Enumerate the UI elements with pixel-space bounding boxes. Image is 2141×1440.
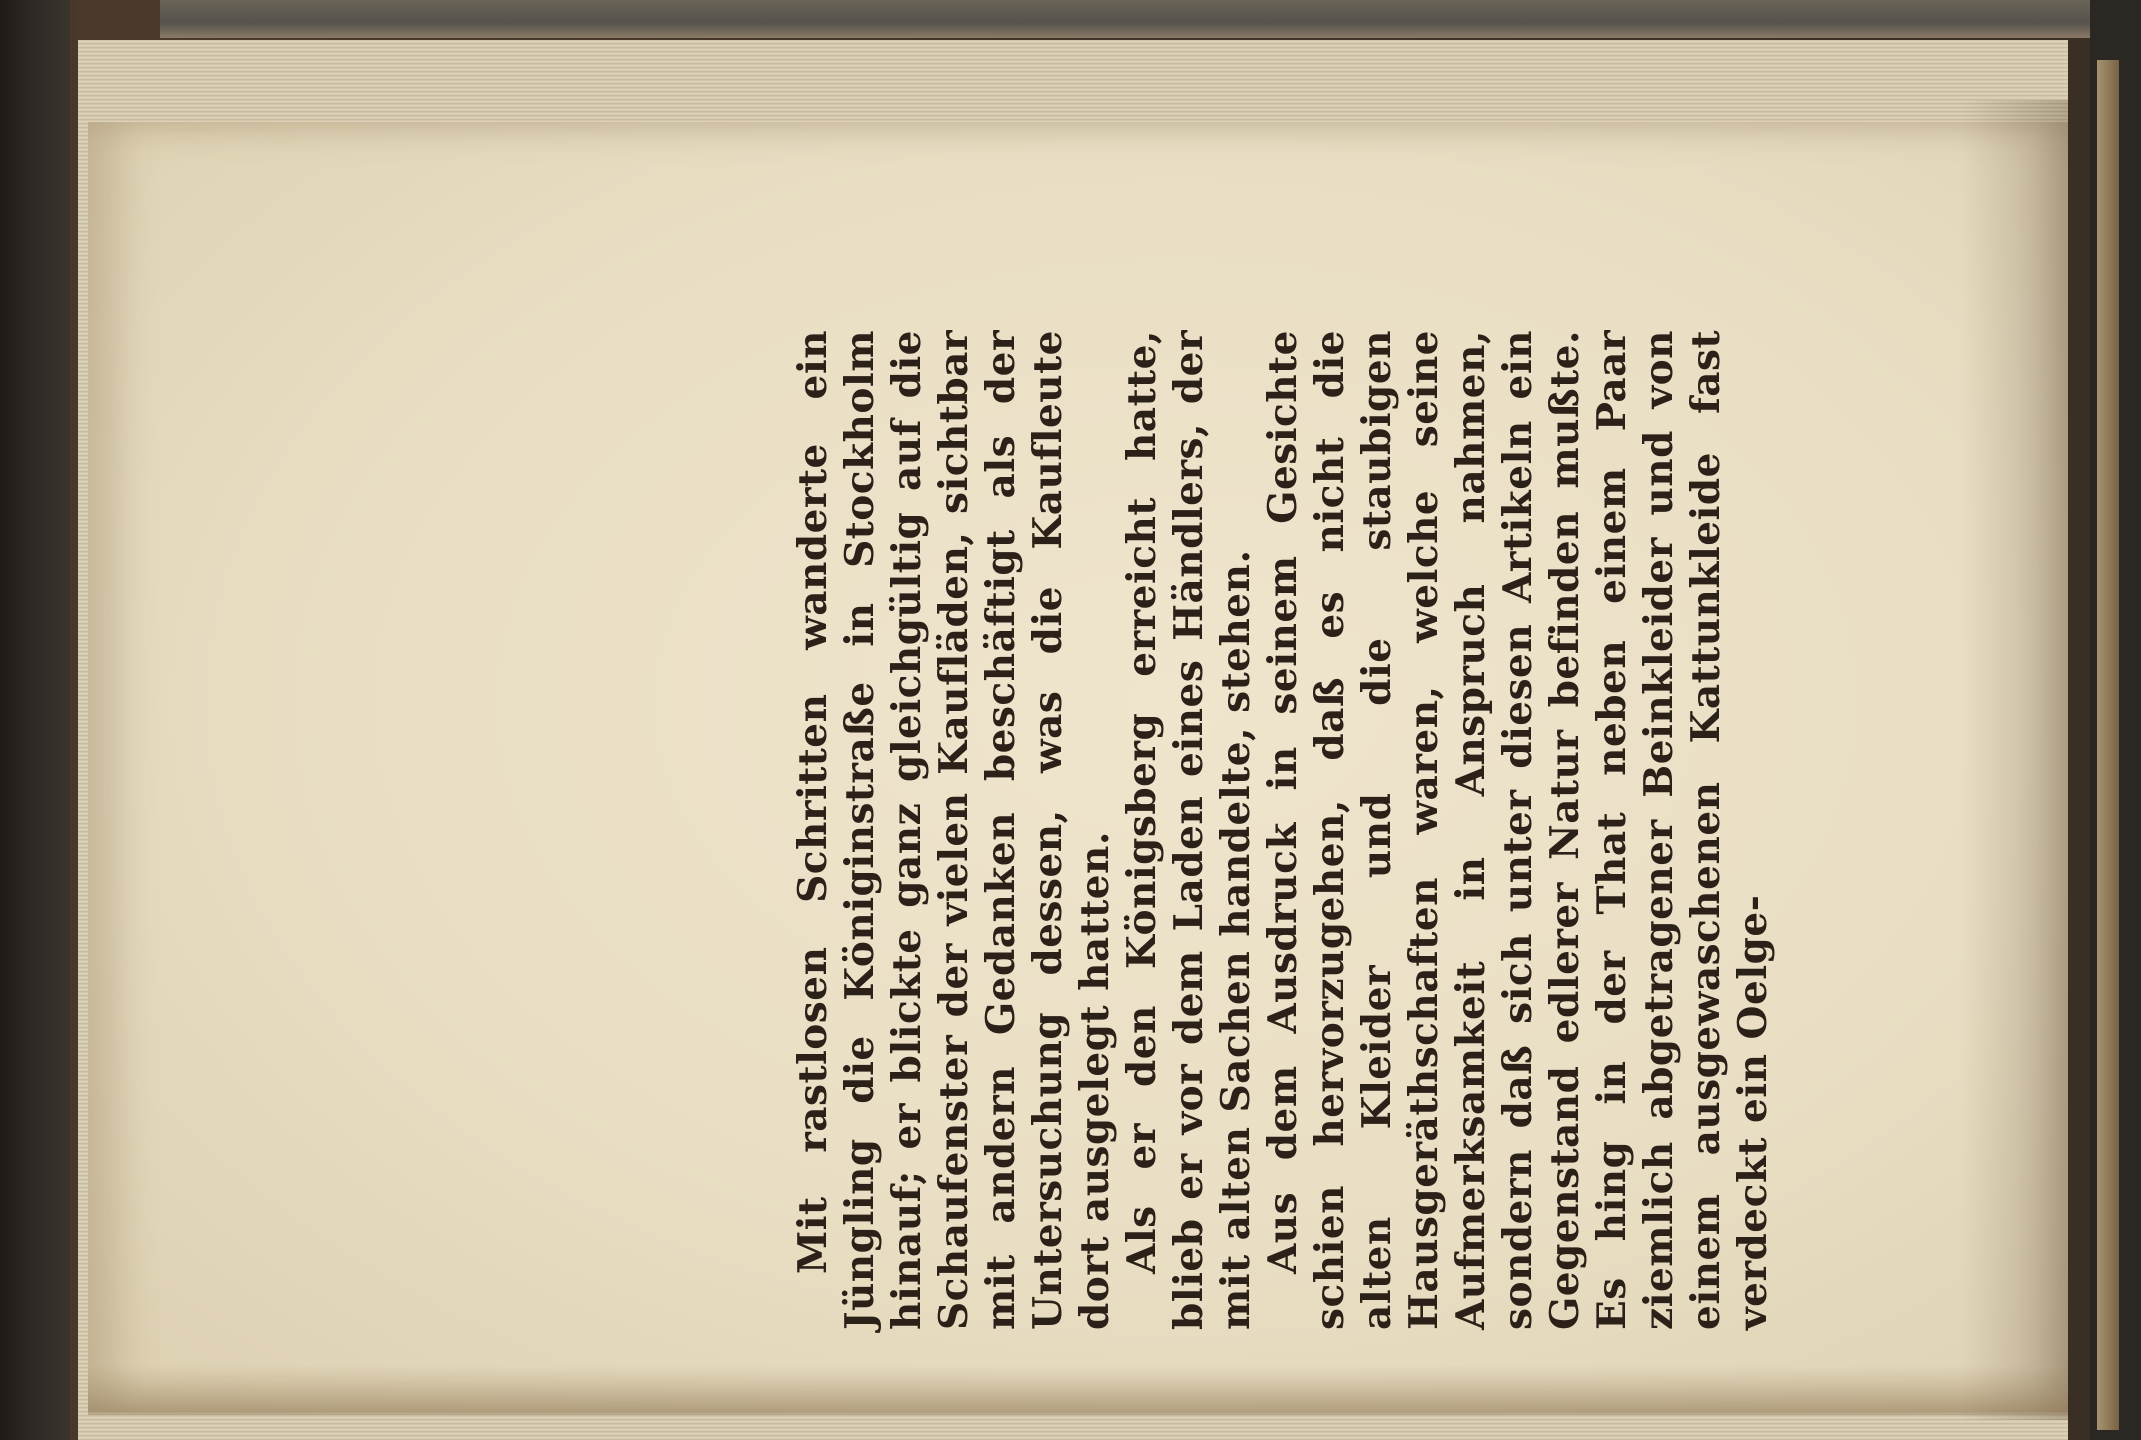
- page-edge: [2097, 60, 2119, 1430]
- fold-shadow: [88, 1365, 2068, 1415]
- paragraph-1: Mit rastlosen Schritten wanderte ein Jüngling die Königinstraße in Stockholm hinauf; er blickte ganz gleichgültig auf die Schaufenster der vielen Kaufläden, sichtbar mit andern Gedanken beschäftigt als der Untersuchung dessen, was die Kaufleute dort ausgelegt hatten.: [790, 330, 1118, 1330]
- paragraph-3: Aus dem Ausdruck in seinem Gesichte schien hervorzugehen, daß es nicht die alten Kleider und die staubigen Hausgeräthschaften waren, welche seine Aufmerksamkeit in Anspruch nahmen, sondern daß sich unter diesen Artikeln ein Gegenstand edlerer Natur befinden mußte. Es hing in der That neben einem Paar ziemlich abgetragener Beinkleider und von einem ausgewaschenen Kattunkleide fast verdeckt ein Oelge-: [1260, 330, 1776, 1330]
- page-text: [790, 330, 1777, 1330]
- cover-edge: [160, 0, 2090, 38]
- paragraph-2: Als er den Königsberg erreicht hatte, blieb er vor dem Laden eines Händlers, der mit alten Sachen handelte, stehen.: [1119, 330, 1259, 1330]
- book-spine: [0, 0, 70, 1440]
- gutter-shadow: [1960, 100, 2070, 1420]
